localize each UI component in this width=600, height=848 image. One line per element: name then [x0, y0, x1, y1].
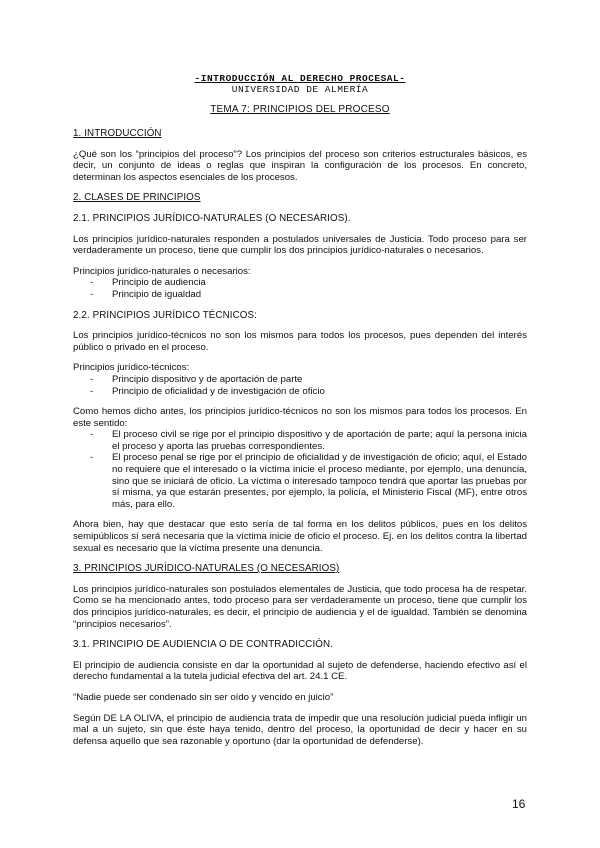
section-heading-principios-naturales: 3. PRINCIPIOS JURÍDICO-NATURALES (O NECESARIOS) — [73, 563, 340, 575]
university-name: UNIVERSIDAD DE ALMERÍA — [231, 84, 369, 95]
paragraph: ¿Qué son los “principios del proceso”? Los principios del proceso son criterios estructurales básicos, es decir, un conjunto de ideas o reglas que inspiran la configuración de los procesos. En concreto, determinan los aspectos esenciales de los procesos. — [73, 148, 527, 183]
paragraph: Como hemos dicho antes, los principios jurídico-técnicos no son los mismos para todos los procesos. En este sentido: — [73, 406, 527, 429]
list-item: - Principio de audiencia — [73, 277, 527, 289]
document-body — [73, 128, 527, 756]
paragraph: Los principios jurídico-naturales son postulados elementales de Justicia, que todo procesa ha de respetar. Como se ha mencionado antes, todo proceso para ser verdaderamente un proceso, tiene que cumplir los dos principios jurídico-naturales, es decir, el principio de audiencia y el de igualdad. También se denomina “principios necesarios”. — [73, 583, 527, 630]
dash-list — [73, 374, 527, 397]
list-label: Principios jurídico-técnicos: — [73, 362, 190, 374]
subsection-heading: 2.1. PRINCIPIOS JURÍDICO-NATURALES (O NECESARIOS). — [73, 212, 351, 224]
topic-title: TEMA 7: PRINCIPIOS DEL PROCESO — [210, 104, 390, 115]
list-item: - Principio de igualdad — [73, 289, 527, 301]
paragraph: Según DE LA OLIVA, el principio de audiencia trata de impedir que una resolución judicial pueda infligir un mal a un sujeto, sin que éste haya tenido, dentro del proceso, la oportunidad de decir y hacer en su defensa aquello que sea razonable y oportuno (dar la oportunidad de defenderse). — [73, 712, 527, 747]
course-title: -INTRODUCCIÓN AL DERECHO PROCESAL- — [194, 73, 406, 84]
dash-list — [73, 277, 527, 300]
paragraph: Los principios jurídico-naturales responden a postulados universales de Justicia. Todo proceso para ser verdaderamente un proceso, tiene que cumplir los dos principios jurídico-naturales o necesarios. — [73, 233, 527, 257]
list-item: - El proceso civil se rige por el principio dispositivo y de aportación de parte; aquí la persona inicia el proceso y aporta las pruebas correspondientes. — [73, 429, 527, 452]
subsection-heading: 3.1. PRINCIPIO DE AUDIENCIA O DE CONTRADICCIÓN. — [73, 639, 334, 651]
paragraph: Ahora bien, hay que destacar que esto sería de tal forma en los delitos públicos, pues en los delitos semipúblicos sí será necesaria que la víctima inicie de oficio el proceso. Ej. en los delitos contra la libertad sexual es necesario que la víctima presente una denuncia. — [73, 519, 527, 554]
list-item: - El proceso penal se rige por el principio de oficialidad y de investigación de oficio; aquí, el Estado no requiere que el interesado o la víctima inicie el proceso mediante, por ejemplo, una denuncia, sino que se iniciará de oficio. La víctima o interesado tampoco tendrá que aportar las pruebas por sí misma, ya que estarán presentes, por ejemplo, la policía, el Ministerio Fiscal (MF), entre otros más, para ello. — [73, 452, 527, 510]
page-number: 16 — [512, 797, 526, 811]
subsection-heading: 2.2. PRINCIPIOS JURÍDICO TÉCNICOS: — [73, 309, 257, 321]
paragraph: El principio de audiencia consiste en dar la oportunidad al sujeto de defenderse, haciendo efectivo así el derecho fundamental a la tutela judicial efectiva del art. 24.1 CE. — [73, 659, 527, 683]
list-label: Principios jurídico-naturales o necesarios: — [73, 265, 251, 277]
dash-list — [73, 429, 527, 510]
section-heading-clases: 2. CLASES DE PRINCIPIOS — [73, 192, 201, 204]
list-item: - Principio de oficialidad y de investigación de oficio — [73, 386, 527, 398]
quote: “Nadie puede ser condenado sin ser oído y vencido en juicio” — [73, 691, 334, 703]
paragraph: Los principios jurídico-técnicos no son los mismos para todos los procesos, pues dependen del interés público o privado en el proceso. — [73, 330, 527, 353]
section-heading-introduccion: 1. INTRODUCCIÓN — [73, 128, 162, 139]
list-item: - Principio dispositivo y de aportación de parte — [73, 374, 527, 386]
